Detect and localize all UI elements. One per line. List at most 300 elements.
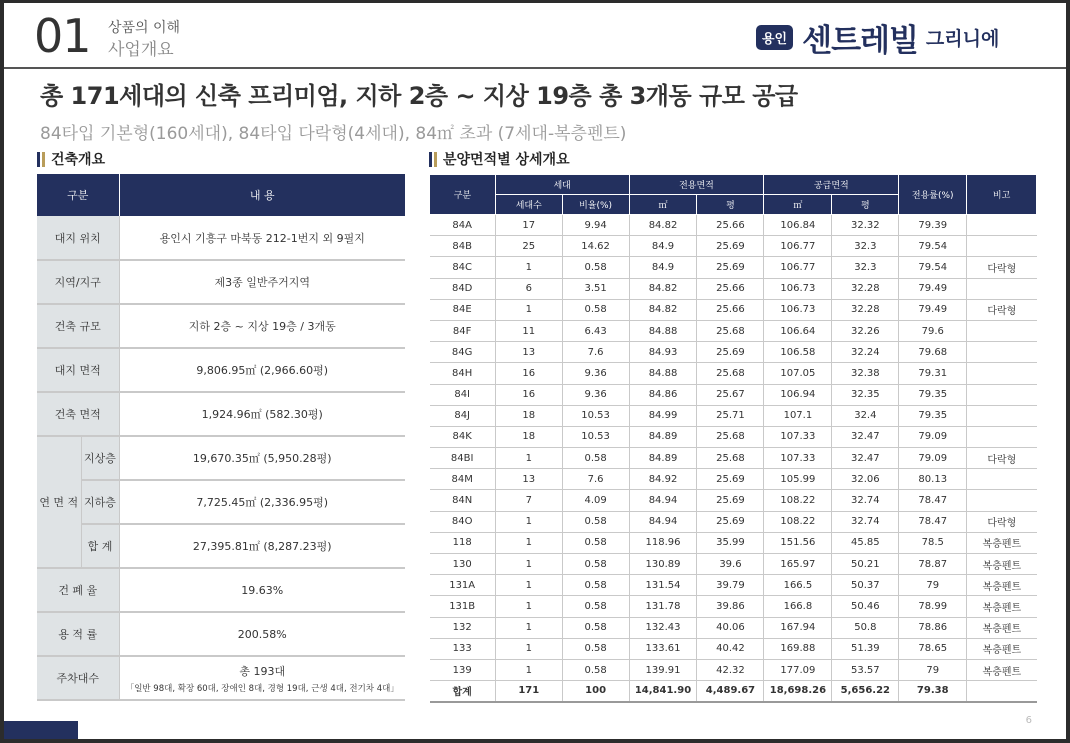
row-value: 1,924.96㎡ (582.30평)	[119, 392, 405, 436]
table-cell: 1	[495, 638, 562, 659]
table-cell: 0.58	[562, 617, 629, 638]
table-cell: 25.69	[697, 469, 764, 490]
section-marker-icon	[429, 152, 432, 167]
table-cell: 107.05	[764, 363, 832, 384]
row-label: 합 계	[81, 524, 119, 568]
table-cell: 105.99	[764, 469, 832, 490]
table-row	[430, 299, 1037, 320]
table-cell: 50.37	[832, 575, 899, 596]
table-cell: 84M	[430, 469, 496, 490]
table-cell: 84D	[430, 278, 496, 299]
table-cell: 39.86	[697, 596, 764, 617]
table-cell: 25.68	[697, 426, 764, 447]
head-type: 구분	[430, 175, 496, 215]
table-cell	[967, 384, 1037, 405]
table-cell: 84.93	[629, 342, 697, 363]
table-cell: 0.58	[562, 638, 629, 659]
row-label: 건 폐 율	[37, 568, 119, 612]
row-value: 19.63%	[119, 568, 405, 612]
table-cell: 106.73	[764, 278, 832, 299]
table-cell: 131B	[430, 596, 496, 617]
table-row	[37, 348, 405, 392]
table-cell: 118	[430, 532, 496, 553]
table-cell	[967, 469, 1037, 490]
table-cell: 130.89	[629, 554, 697, 575]
table-cell: 4,489.67	[697, 681, 764, 702]
table-row	[430, 511, 1037, 532]
section-number: 01	[34, 9, 91, 63]
table-cell: 다락형	[967, 299, 1037, 320]
table-cell: 84O	[430, 511, 496, 532]
table-row	[430, 342, 1037, 363]
section-title-overview	[37, 149, 105, 169]
row-value: 27,395.81㎡ (8,287.23평)	[119, 524, 405, 568]
table-cell: 9.94	[562, 215, 629, 236]
table-cell: 84.82	[629, 215, 697, 236]
table-cell: 108.22	[764, 511, 832, 532]
table-cell: 25.68	[697, 363, 764, 384]
table-cell: 39.79	[697, 575, 764, 596]
head-supply: 공급면적	[764, 175, 899, 195]
table-cell: 32.28	[832, 299, 899, 320]
table-cell: 51.39	[832, 638, 899, 659]
table-cell: 45.85	[832, 532, 899, 553]
table-cell: 84.88	[629, 363, 697, 384]
table-cell: 복층펜트	[967, 532, 1037, 553]
table-cell: 84BI	[430, 448, 496, 469]
table-cell: 84.94	[629, 511, 697, 532]
table-cell: 복층펜트	[967, 617, 1037, 638]
row-label: 지상층	[81, 436, 119, 480]
table-cell: 79.6	[899, 320, 967, 341]
table-cell: 0.58	[562, 448, 629, 469]
table-cell: 25.66	[697, 299, 764, 320]
table-cell: 32.74	[832, 511, 899, 532]
table-cell: 11	[495, 320, 562, 341]
table-cell: 25.69	[697, 342, 764, 363]
table-cell: 79.09	[899, 426, 967, 447]
table-cell	[967, 278, 1037, 299]
table-cell: 79.38	[899, 681, 967, 702]
page-headline: 총 171세대의 신축 프리미엄, 지하 2층 ~ 지상 19층 총 3개동 규모 공급	[40, 82, 798, 110]
head-exclusive: 전용면적	[629, 175, 764, 195]
section-marker-accent-icon	[42, 152, 45, 167]
head-exclusive-pyeong: 평	[697, 195, 764, 215]
table-cell: 79.35	[899, 384, 967, 405]
table-cell: 165.97	[764, 554, 832, 575]
table-cell: 1	[495, 511, 562, 532]
overview-table	[37, 174, 405, 701]
table-cell	[967, 215, 1037, 236]
table-cell	[967, 426, 1037, 447]
table-cell: 177.09	[764, 659, 832, 680]
table-cell: 84.89	[629, 448, 697, 469]
table-cell: 14,841.90	[629, 681, 697, 702]
table-cell	[967, 342, 1037, 363]
table-cell: 25.66	[697, 215, 764, 236]
table-row	[37, 568, 405, 612]
row-value: 지하 2층 ~ 지상 19층 / 3개동	[119, 304, 405, 348]
table-cell: 118.96	[629, 532, 697, 553]
table-cell: 32.32	[832, 215, 899, 236]
table-cell: 32.38	[832, 363, 899, 384]
head-supply-pyeong: 평	[832, 195, 899, 215]
table-row	[430, 596, 1037, 617]
table-cell: 78.86	[899, 617, 967, 638]
table-cell: 151.56	[764, 532, 832, 553]
head-note: 비고	[967, 175, 1037, 215]
section-title-text: 분양면적별 상세개요	[443, 152, 570, 168]
table-cell: 32.06	[832, 469, 899, 490]
table-cell: 130	[430, 554, 496, 575]
table-cell: 32.47	[832, 426, 899, 447]
table-cell: 1	[495, 299, 562, 320]
table-cell: 79.49	[899, 278, 967, 299]
table-cell: 1	[495, 448, 562, 469]
row-label: 대지 면적	[37, 348, 119, 392]
head-units-count: 세대수	[495, 195, 562, 215]
table-cell: 6	[495, 278, 562, 299]
table-cell: 107.33	[764, 448, 832, 469]
table-cell: 84C	[430, 257, 496, 278]
table-cell: 25.69	[697, 257, 764, 278]
head-units: 세대	[495, 175, 629, 195]
table-cell	[967, 363, 1037, 384]
logo-main-text: 센트레빌	[802, 22, 918, 59]
table-cell: 79	[899, 575, 967, 596]
row-label: 지하층	[81, 480, 119, 524]
table-cell: 25.69	[697, 511, 764, 532]
table-cell: 0.58	[562, 554, 629, 575]
section-category: 사업개요	[108, 40, 174, 60]
table-cell: 복층펜트	[967, 575, 1037, 596]
table-row	[37, 524, 405, 568]
table-cell: 84E	[430, 299, 496, 320]
table-cell: 17	[495, 215, 562, 236]
page-header	[4, 3, 1066, 69]
table-cell: 106.73	[764, 299, 832, 320]
row-label: 주차대수	[37, 656, 119, 700]
table-cell: 42.32	[697, 659, 764, 680]
table-cell: 79.68	[899, 342, 967, 363]
table-cell: 84.88	[629, 320, 697, 341]
table-cell: 78.47	[899, 490, 967, 511]
table-cell: 84.82	[629, 278, 697, 299]
table-cell: 100	[562, 681, 629, 702]
head-supply-sqm: ㎡	[764, 195, 832, 215]
table-cell	[967, 490, 1037, 511]
table-cell: 32.24	[832, 342, 899, 363]
table-cell: 139	[430, 659, 496, 680]
table-cell: 40.06	[697, 617, 764, 638]
head-exclusive-sqm: ㎡	[629, 195, 697, 215]
table-cell: 18,698.26	[764, 681, 832, 702]
table-cell: 84.9	[629, 257, 697, 278]
logo-badge: 용인	[756, 25, 793, 50]
parking-value: 총 193대	[239, 664, 286, 678]
table-cell: 10.53	[562, 405, 629, 426]
table-cell: 32.47	[832, 448, 899, 469]
table-cell: 84N	[430, 490, 496, 511]
table-cell: 25.69	[697, 490, 764, 511]
table-cell: 복층펜트	[967, 554, 1037, 575]
table-cell: 84I	[430, 384, 496, 405]
table-cell: 78.47	[899, 511, 967, 532]
table-cell: 32.35	[832, 384, 899, 405]
table-cell: 7	[495, 490, 562, 511]
table-cell: 79.31	[899, 363, 967, 384]
table-row	[430, 257, 1037, 278]
table-cell: 131.54	[629, 575, 697, 596]
table-cell: 106.64	[764, 320, 832, 341]
footer-accent-bar	[4, 721, 78, 739]
row-value: 7,725.45㎡ (2,336.95평)	[119, 480, 405, 524]
table-row	[430, 448, 1037, 469]
table-cell: 132	[430, 617, 496, 638]
table-cell: 16	[495, 384, 562, 405]
table-row	[430, 638, 1037, 659]
table-row	[430, 426, 1037, 447]
table-cell: 84A	[430, 215, 496, 236]
table-cell: 14.62	[562, 236, 629, 257]
table-row	[430, 363, 1037, 384]
table-cell: 다락형	[967, 448, 1037, 469]
table-cell: 50.8	[832, 617, 899, 638]
table-cell: 6.43	[562, 320, 629, 341]
table-cell: 25.68	[697, 320, 764, 341]
document-page	[4, 3, 1066, 739]
table-cell: 1	[495, 257, 562, 278]
table-cell: 108.22	[764, 490, 832, 511]
table-row	[37, 436, 405, 480]
table-cell: 13	[495, 469, 562, 490]
section-title-detail	[429, 149, 570, 169]
table-cell: 169.88	[764, 638, 832, 659]
table-cell: 1	[495, 617, 562, 638]
table-cell: 25.71	[697, 405, 764, 426]
table-cell: 25.69	[697, 236, 764, 257]
table-cell: 107.33	[764, 426, 832, 447]
table-cell: 0.58	[562, 511, 629, 532]
page-subheadline: 84타입 기본형(160세대), 84타입 다락형(4세대), 84㎡ 초과 (7세대-복층펜트)	[40, 124, 627, 144]
header-divider	[4, 67, 1066, 69]
table-cell: 1	[495, 554, 562, 575]
table-cell: 4.09	[562, 490, 629, 511]
table-cell	[967, 320, 1037, 341]
table-cell: 84.82	[629, 299, 697, 320]
table-cell: 84J	[430, 405, 496, 426]
table-cell: 78.5	[899, 532, 967, 553]
detail-table-body	[430, 215, 1037, 702]
table-cell: 84.94	[629, 490, 697, 511]
table-cell: 35.99	[697, 532, 764, 553]
table-row	[37, 260, 405, 304]
table-cell: 1	[495, 659, 562, 680]
table-cell: 84H	[430, 363, 496, 384]
table-cell: 32.3	[832, 257, 899, 278]
table-row	[37, 480, 405, 524]
table-cell: 50.46	[832, 596, 899, 617]
table-cell: 복층펜트	[967, 659, 1037, 680]
table-cell: 106.77	[764, 257, 832, 278]
table-cell: 0.58	[562, 257, 629, 278]
table-cell: 5,656.22	[832, 681, 899, 702]
table-cell: 80.13	[899, 469, 967, 490]
table-cell: 18	[495, 405, 562, 426]
table-cell: 9.36	[562, 363, 629, 384]
row-label: 대지 위치	[37, 216, 119, 260]
logo-sub-text: 그리니에	[925, 27, 1000, 50]
table-cell: 32.4	[832, 405, 899, 426]
table-cell: 79.49	[899, 299, 967, 320]
table-cell: 40.42	[697, 638, 764, 659]
table-cell: 복층펜트	[967, 596, 1037, 617]
brand-logo	[756, 17, 999, 57]
row-label: 지역/지구	[37, 260, 119, 304]
table-cell: 1	[495, 532, 562, 553]
table-cell: 133.61	[629, 638, 697, 659]
table-cell	[967, 681, 1037, 702]
table-cell: 84B	[430, 236, 496, 257]
table-row	[37, 304, 405, 348]
row-label: 건축 규모	[37, 304, 119, 348]
table-cell: 1	[495, 575, 562, 596]
table-cell: 0.58	[562, 299, 629, 320]
row-value	[119, 656, 405, 700]
table-cell: 79	[899, 659, 967, 680]
table-cell: 50.21	[832, 554, 899, 575]
table-row	[37, 216, 405, 260]
row-value: 200.58%	[119, 612, 405, 656]
table-cell: 78.99	[899, 596, 967, 617]
table-cell: 84.99	[629, 405, 697, 426]
table-row	[430, 469, 1037, 490]
table-cell: 79.54	[899, 236, 967, 257]
table-cell: 131A	[430, 575, 496, 596]
table-row	[430, 215, 1037, 236]
table-cell	[967, 405, 1037, 426]
row-value: 9,806.95㎡ (2,966.60평)	[119, 348, 405, 392]
overview-head-category: 구분	[37, 174, 119, 216]
table-cell: 복층펜트	[967, 638, 1037, 659]
parking-note: 「일반 98대, 확장 60대, 장애인 8대, 경형 19대, 근생 4대, 전기차 4대」	[125, 683, 399, 694]
table-cell: 78.65	[899, 638, 967, 659]
section-marker-accent-icon	[434, 152, 437, 167]
table-cell: 167.94	[764, 617, 832, 638]
table-cell: 107.1	[764, 405, 832, 426]
table-cell: 7.6	[562, 342, 629, 363]
row-label: 건축 면적	[37, 392, 119, 436]
table-cell: 84.86	[629, 384, 697, 405]
table-cell: 다락형	[967, 511, 1037, 532]
table-cell: 79.39	[899, 215, 967, 236]
table-row	[430, 490, 1037, 511]
table-cell: 32.3	[832, 236, 899, 257]
table-cell: 84.89	[629, 426, 697, 447]
overview-head-content: 내 용	[119, 174, 405, 216]
table-cell: 0.58	[562, 575, 629, 596]
table-cell: 0.58	[562, 596, 629, 617]
table-row	[430, 384, 1037, 405]
table-cell: 84.92	[629, 469, 697, 490]
table-cell: 16	[495, 363, 562, 384]
table-row	[430, 575, 1037, 596]
table-cell: 132.43	[629, 617, 697, 638]
table-total-row	[430, 681, 1037, 702]
table-cell: 84F	[430, 320, 496, 341]
table-cell: 106.94	[764, 384, 832, 405]
table-cell: 84K	[430, 426, 496, 447]
table-cell: 166.5	[764, 575, 832, 596]
table-cell: 139.91	[629, 659, 697, 680]
table-cell: 9.36	[562, 384, 629, 405]
table-cell: 25.68	[697, 448, 764, 469]
table-cell: 3.51	[562, 278, 629, 299]
page-number: 6	[1025, 715, 1032, 726]
section-marker-icon	[37, 152, 40, 167]
table-cell: 32.74	[832, 490, 899, 511]
table-cell: 1	[495, 596, 562, 617]
table-cell: 133	[430, 638, 496, 659]
table-cell: 84G	[430, 342, 496, 363]
table-cell: 32.28	[832, 278, 899, 299]
row-value: 용인시 기흥구 마북동 212-1번지 외 9필지	[119, 216, 405, 260]
table-cell: 7.6	[562, 469, 629, 490]
table-cell: 171	[495, 681, 562, 702]
table-row	[430, 617, 1037, 638]
table-cell: 32.26	[832, 320, 899, 341]
table-cell: 79.54	[899, 257, 967, 278]
row-label: 용 적 률	[37, 612, 119, 656]
table-row	[430, 532, 1037, 553]
table-cell: 53.57	[832, 659, 899, 680]
row-value: 19,670.35㎡ (5,950.28평)	[119, 436, 405, 480]
table-cell: 10.53	[562, 426, 629, 447]
table-row	[37, 612, 405, 656]
table-cell	[967, 236, 1037, 257]
table-cell: 13	[495, 342, 562, 363]
table-cell: 39.6	[697, 554, 764, 575]
table-row	[430, 405, 1037, 426]
table-cell: 131.78	[629, 596, 697, 617]
section-subtitle: 상품의 이해	[108, 20, 181, 36]
table-row	[37, 392, 405, 436]
table-cell: 25	[495, 236, 562, 257]
table-cell: 79.35	[899, 405, 967, 426]
section-title-text: 건축개요	[51, 152, 106, 168]
table-cell: 18	[495, 426, 562, 447]
table-row	[430, 278, 1037, 299]
head-units-ratio: 비율(%)	[562, 195, 629, 215]
table-cell: 25.66	[697, 278, 764, 299]
table-cell: 79.09	[899, 448, 967, 469]
table-row	[430, 320, 1037, 341]
row-value: 제3종 일반주거지역	[119, 260, 405, 304]
table-row	[430, 659, 1037, 680]
table-row	[37, 656, 405, 700]
table-cell: 25.67	[697, 384, 764, 405]
table-cell: 84.9	[629, 236, 697, 257]
table-cell: 78.87	[899, 554, 967, 575]
detail-table	[429, 174, 1037, 703]
table-cell: 다락형	[967, 257, 1037, 278]
table-cell: 합계	[430, 681, 496, 702]
table-cell: 106.58	[764, 342, 832, 363]
table-cell: 0.58	[562, 532, 629, 553]
head-rate: 전용률(%)	[899, 175, 967, 215]
floor-area-label: 연 면 적	[37, 436, 81, 568]
table-cell: 0.58	[562, 659, 629, 680]
